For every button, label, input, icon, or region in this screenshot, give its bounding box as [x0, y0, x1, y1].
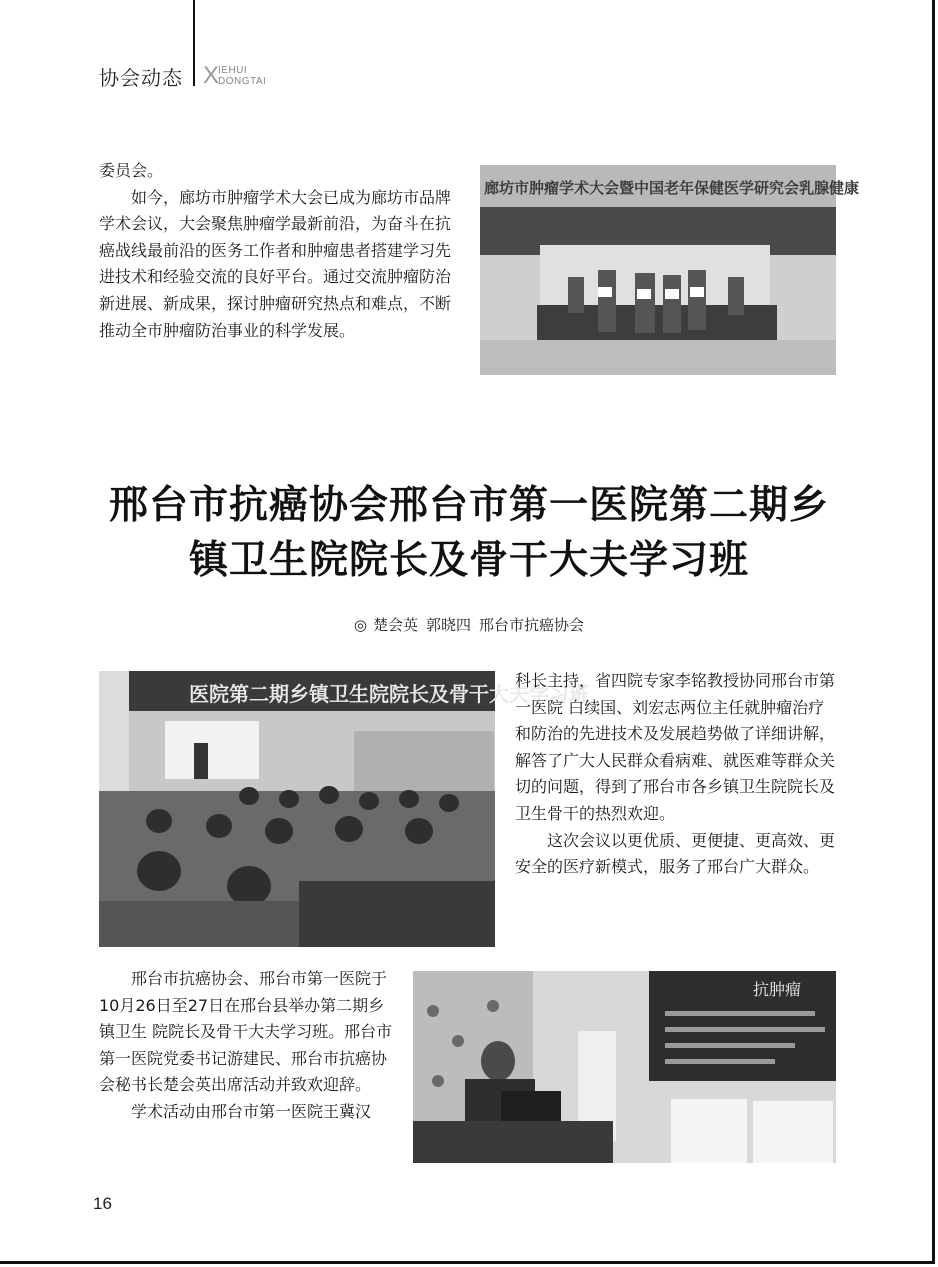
- prev-article-text: [99, 158, 461, 344]
- header-divider: [193, 0, 195, 86]
- article-text-left: [99, 966, 395, 1126]
- lecture-hall-photo: [99, 671, 589, 947]
- paragraph: 委员会。: [99, 161, 164, 180]
- pinyin-initial: X: [203, 62, 220, 89]
- lecture-banner-text: 医院第二期乡镇卫生院院长及骨干大夫学习班: [189, 682, 589, 706]
- article-title: [60, 478, 878, 588]
- ceremony-banner-text: 廊坊市肿瘤学术大会暨中国老年保健医学研究会乳腺健康: [484, 179, 860, 197]
- pinyin-line-2: DONGTAI: [218, 76, 267, 87]
- page-number: 16: [93, 1194, 112, 1213]
- speaker-photo: [413, 971, 836, 1163]
- award-ceremony-photo: [480, 165, 860, 375]
- paragraph: 这次会议以更优质、更便捷、更高效、更安全的医疗新模式，服务了邢台广大群众。: [515, 830, 836, 877]
- article-text-right: [515, 668, 837, 881]
- screen-title-text: 抗肿瘤: [753, 980, 802, 999]
- paragraph: 邢台市抗癌协会、邢台市第一医院于10月26日至27日在邢台县举办第二期乡镇卫生 院院长及骨干大夫学习班。邢台市第一医院党委书记游建民、邢台市抗癌协会秘书长楚会英出席活动并致欢迎辞。: [99, 969, 393, 1095]
- byline: [0, 614, 938, 635]
- speaker-illustration: [413, 971, 836, 1163]
- paragraph: 科长主持，省四院专家李铭教授协同邢台市第一医院 白续国、刘宏志两位主任就肿瘤治疗和防治的先进技术及发展趋势做了详细讲解，解答了广大人民群众看病难、就医难等群众关切的问题，得到了邢台市各乡镇卫生院院长及卫生骨干的热烈欢迎。: [515, 671, 836, 823]
- author-organization: 邢台市抗癌协会: [479, 616, 585, 634]
- pinyin-line-1: IEHUI: [218, 65, 248, 76]
- paragraph: 学术活动由邢台市第一医院王冀汉: [131, 1101, 372, 1121]
- byline-mark: ◎: [353, 616, 368, 634]
- author-2: 郭晓四: [426, 616, 472, 634]
- author-1: 楚会英: [373, 616, 419, 634]
- lecture-hall-illustration: [99, 671, 589, 947]
- section-title: 协会动态: [99, 66, 183, 90]
- award-ceremony-illustration: [480, 165, 860, 375]
- paragraph: 如今，廊坊市肿瘤学术大会已成为廊坊市品牌学术会议，大会聚焦肿瘤学最新前沿，为奋斗在抗癌战线最前沿的医务工作者和肿瘤患者搭建学习先进技术和经验交流的良好平台。通过交流肿瘤防治新进展、新成果，探讨肿瘤研究热点和难点，不断推动全市肿瘤防治事业的科学发展。: [99, 187, 452, 340]
- article-title-line-1: 邢台市抗癌协会邢台市第一医院第二期乡: [108, 482, 829, 528]
- article-title-line-2: 镇卫生院院长及骨干大夫学习班: [188, 537, 749, 583]
